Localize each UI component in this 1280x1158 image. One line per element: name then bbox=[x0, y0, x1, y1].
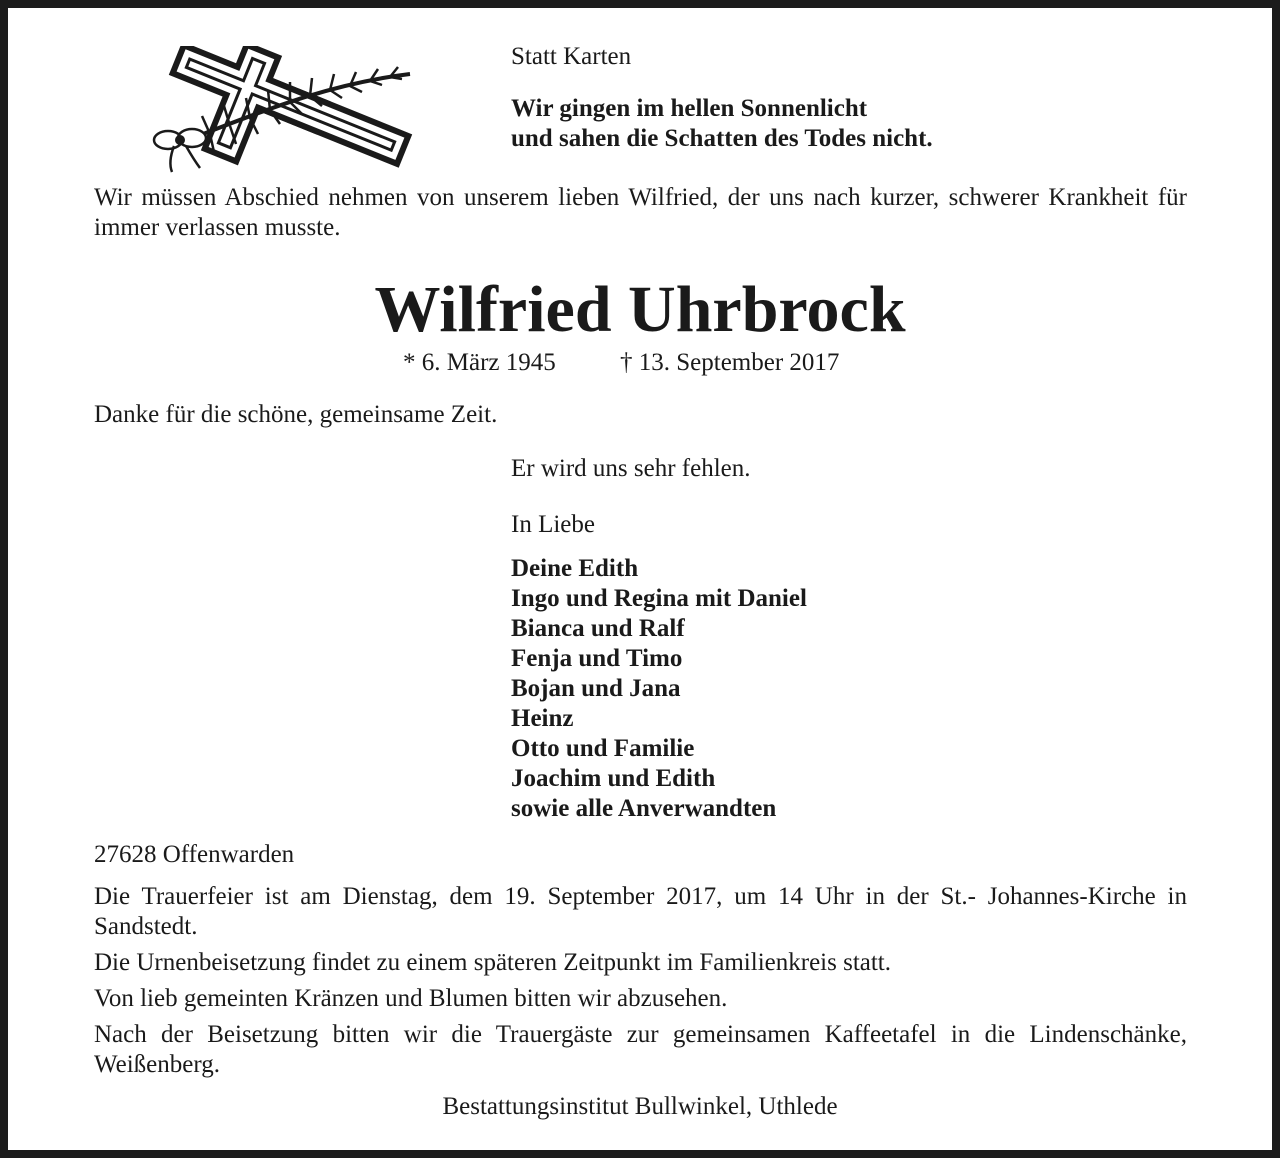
missed-line: Er wird uns sehr fehlen. bbox=[511, 455, 751, 482]
mourner-item: Bianca und Ralf bbox=[511, 615, 685, 642]
address-line: 27628 Offenwarden bbox=[94, 841, 295, 868]
mourner-item: Deine Edith bbox=[511, 555, 639, 582]
notice-flowers: Von lieb gemeinten Kränzen und Blumen bitten wir abzusehen. bbox=[94, 985, 728, 1012]
mourner-item: Ingo und Regina mit Daniel bbox=[511, 585, 807, 612]
cross-with-palm-branch-icon bbox=[140, 46, 420, 176]
verse-line-1: Wir gingen im hellen Sonnenlicht bbox=[511, 95, 868, 122]
birth-date: * 6. März 1945 bbox=[403, 349, 556, 376]
notice-urn: Die Urnenbeisetzung findet zu einem späteren Zeitpunkt im Familienkreis statt. bbox=[94, 949, 891, 976]
in-love-label: In Liebe bbox=[511, 511, 595, 538]
death-date: † 13. September 2017 bbox=[620, 349, 840, 376]
deceased-name: Wilfried Uhrbrock bbox=[374, 273, 906, 346]
thanks-line: Danke für die schöne, gemeinsame Zeit. bbox=[94, 401, 498, 428]
notice-coffee: Nach der Beisetzung bitten wir die Trauergäste zur gemeinsamen Kaffeetafel in die Lindenschänke, Weißenberg. bbox=[94, 1021, 1187, 1078]
mourner-item: Heinz bbox=[511, 705, 574, 732]
mourner-item: sowie alle Anverwandten bbox=[511, 795, 777, 822]
verse-line-2: und sahen die Schatten des Todes nicht. bbox=[511, 125, 933, 152]
mourner-item: Bojan und Jana bbox=[511, 675, 681, 702]
mourner-item: Fenja und Timo bbox=[511, 645, 683, 672]
mourners-list bbox=[511, 554, 807, 824]
mourner-item: Joachim und Edith bbox=[511, 765, 716, 792]
intro-paragraph: Wir müssen Abschied nehmen von unserem lieben Wilfried, der uns nach kurzer, schwerer Krankheit für immer verlassen musste. bbox=[94, 184, 1187, 241]
statt-karten-label: Statt Karten bbox=[511, 43, 632, 70]
mourner-item: Otto und Familie bbox=[511, 735, 695, 762]
notice-funeral: Die Trauerfeier ist am Dienstag, dem 19. September 2017, um 14 Uhr in der St.- Johannes-Kirche in Sandstedt. bbox=[94, 883, 1187, 940]
undertaker-line: Bestattungsinstitut Bullwinkel, Uthlede bbox=[442, 1093, 838, 1120]
